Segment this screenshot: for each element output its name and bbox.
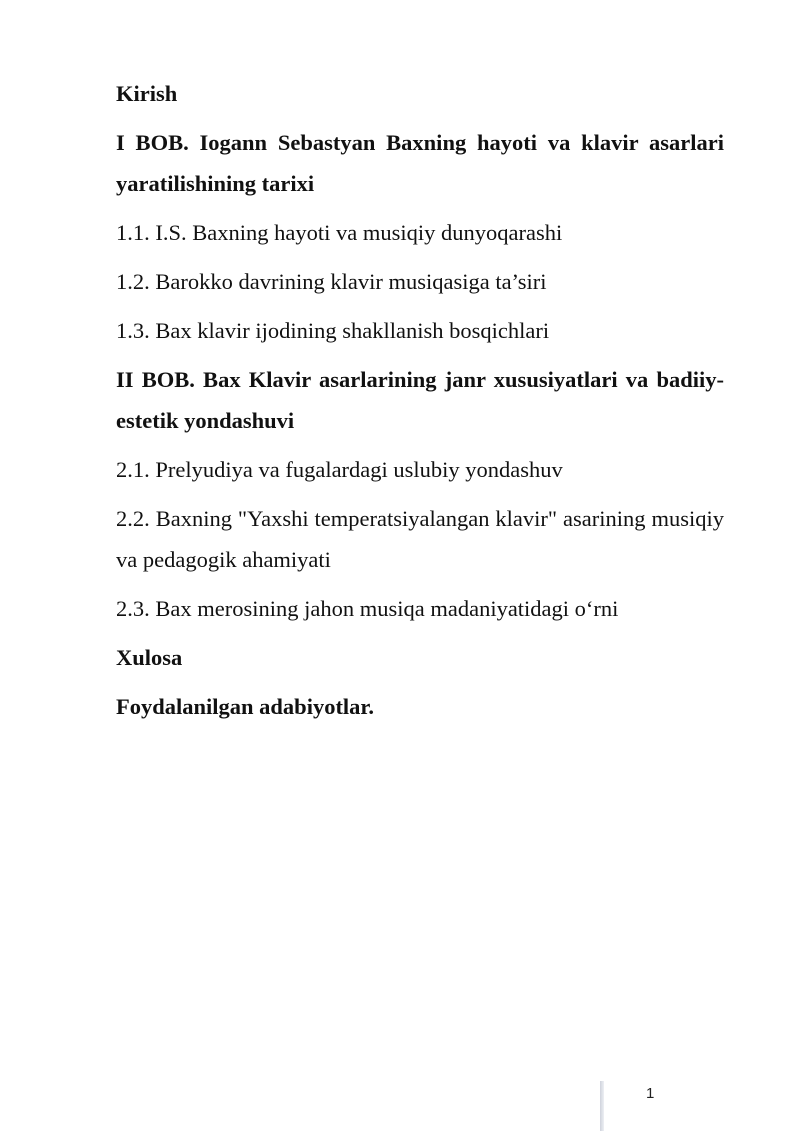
page-footer bbox=[600, 1081, 700, 1131]
toc-item-1-3: 1.3. Bax klavir ijodining shakllanish bosqichlari bbox=[116, 318, 550, 343]
toc-chapter-2-title: II BOB. Bax Klavir asarlarining janr xususiyatlari va badiiy-estetik yondashuvi bbox=[116, 367, 724, 433]
page-number: 1 bbox=[646, 1085, 655, 1102]
toc-conclusion: Xulosa bbox=[116, 645, 183, 670]
toc-chapter-1-title: I BOB. Iogann Sebastyan Baxning hayoti va klavir asarlari yaratilishining tarixi bbox=[116, 130, 724, 196]
toc-intro: Kirish bbox=[116, 81, 178, 106]
toc-item-2-2: 2.2. Baxning "Yaxshi temperatsiyalangan klavir" asarining musiqiy va pedagogik ahamiyati bbox=[116, 506, 724, 572]
toc-item-2-3: 2.3. Bax merosining jahon musiqa madaniyatidagi o‘rni bbox=[116, 596, 619, 621]
toc-item-2-1: 2.1. Prelyudiya va fugalardagi uslubiy yondashuv bbox=[116, 457, 563, 482]
toc-item-1-1: 1.1. I.S. Baxning hayoti va musiqiy dunyoqarashi bbox=[116, 220, 563, 245]
table-of-contents bbox=[116, 73, 724, 735]
footer-divider bbox=[600, 1081, 604, 1131]
toc-item-1-2: 1.2. Barokko davrining klavir musiqasiga ta’siri bbox=[116, 269, 547, 294]
toc-references: Foydalanilgan adabiyotlar. bbox=[116, 694, 374, 719]
